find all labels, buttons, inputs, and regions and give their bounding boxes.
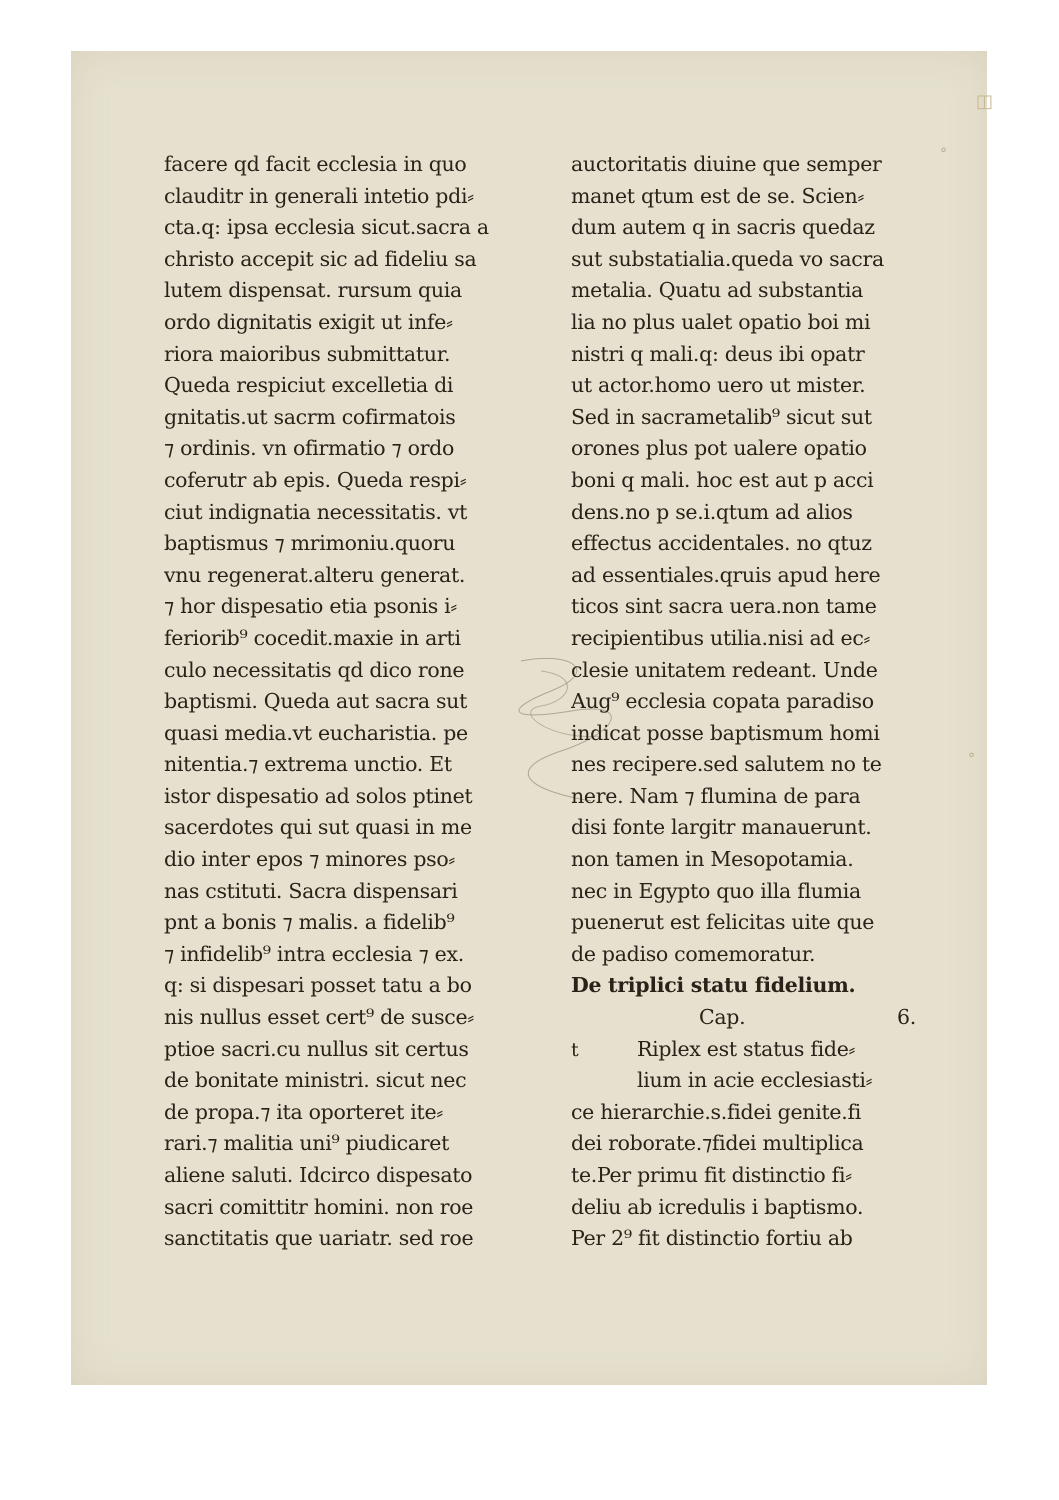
text-line: ptioe sacri.cu nullus sit certus: [164, 1036, 469, 1061]
text-line: dum autem q in sacris quedaz: [571, 215, 875, 240]
text-line: Aug⁹ ecclesia copata paradiso: [571, 689, 874, 714]
text-line: gnitatis.ut sacrm cofirmatois: [164, 404, 456, 429]
text-line: dens.no p se.i.qtum ad alios: [571, 499, 853, 524]
text-line: istor dispesatio ad solos ptinet: [164, 783, 473, 808]
text-line: nere. Nam ⁊ flumina de para: [571, 783, 861, 808]
text-line: pnt a bonis ⁊ malis. a fidelib⁹: [164, 910, 455, 935]
text-line: orones plus pot ualere opatio: [571, 436, 867, 461]
text-line: ticos sint sacra uera.non tame: [571, 594, 877, 619]
guide-letter: t: [571, 1038, 579, 1061]
text-line: auctoritatis diuine que semper: [571, 152, 882, 176]
text-line: rari.⁊ malitia uni⁹ piudicaret: [164, 1131, 450, 1156]
text-line: riora maioribus submittatur.: [164, 341, 451, 366]
margin-dot-right: °: [968, 751, 975, 767]
text-line: te.Per primu fit distinctio fi⸗: [571, 1163, 852, 1187]
text-line: vnu regenerat.alteru generat.: [164, 562, 466, 587]
text-line: Sed in sacrametalib⁹ sicut sut: [571, 404, 872, 429]
text-line: nec in Egypto quo illa flumia: [571, 878, 861, 903]
text-line: christo accepit sic ad fideliu sa: [164, 246, 477, 271]
text-line: puenerut est felicitas uite que: [571, 910, 875, 935]
text-line: culo necessitatis qd dico rone: [164, 657, 465, 682]
text-line: effectus accidentales. no qtuz: [571, 531, 872, 556]
text-line: ordo dignitatis exigit ut infe⸗: [164, 309, 453, 334]
text-line: dio inter epos ⁊ minores pso⸗: [164, 847, 455, 872]
chapter-number: 6.: [897, 1005, 916, 1030]
chapter-first-line-text: Riplex est status fide⸗: [637, 1036, 856, 1061]
text-line: baptismus ⁊ mrimoniu.quoru: [164, 531, 456, 556]
chapter-first-line: [571, 1034, 916, 1066]
text-line: non tamen in Mesopotamia.: [571, 847, 854, 872]
text-line: Per 2⁹ fit distinctio fortiu ab: [571, 1226, 853, 1251]
text-line: indicat posse baptismum homi: [571, 720, 880, 745]
text-line: boni q mali. hoc est aut p acci: [571, 467, 874, 492]
text-line: ⁊ ordinis. vn ofirmatio ⁊ ordo: [164, 436, 455, 461]
text-line: feriorib⁹ cocedit.maxie in arti: [164, 625, 461, 650]
text-line: cta.q: ipsa ecclesia sicut.sacra a: [164, 215, 489, 240]
text-line: ce hierarchie.s.fidei genite.fi: [571, 1099, 861, 1124]
right-column-text-bottom: [571, 1097, 916, 1255]
text-line: ⁊ hor dispesatio etia psonis i⸗: [164, 594, 457, 619]
chapter-second-line: lium in acie ecclesiasti⸗: [637, 1068, 873, 1093]
text-line: nis nullus esset cert⁹ de susce⸗: [164, 1005, 474, 1030]
text-line: manet qtum est de se. Scien⸗: [571, 183, 864, 208]
text-line: ut actor.homo uero ut mister.: [571, 373, 866, 398]
text-line: facere qd facit ecclesia in quo: [164, 152, 467, 176]
text-line: de padiso comemoratur.: [571, 941, 816, 966]
text-line: quasi media.vt eucharistia. pe: [164, 720, 468, 745]
text-line: coferutr ab epis. Queda respi⸗: [164, 467, 467, 492]
text-line: deliu ab icredulis i baptismo.: [571, 1194, 864, 1219]
left-column: [164, 149, 509, 1255]
text-line: lutem dispensat. rursum quia: [164, 278, 462, 303]
text-line: sanctitatis que uariatr. sed roe: [164, 1226, 474, 1251]
chapter-heading: De triplici statu fidelium.: [571, 973, 856, 998]
text-line: clauditr in generali intetio pdi⸗: [164, 183, 474, 208]
text-line: nes recipere.sed salutem no te: [571, 752, 882, 777]
book-page: [71, 51, 993, 1385]
text-line: nas cstituti. Sacra dispensari: [164, 878, 458, 903]
right-column-text-top: [571, 149, 916, 970]
text-line: metalia. Quatu ad substantia: [571, 278, 864, 303]
text-line: dei roborate.⁊fidei multiplica: [571, 1131, 864, 1156]
text-line: q: si dispesari posset tatu a bo: [164, 973, 472, 998]
text-line: clesie unitatem redeant. Unde: [571, 657, 878, 682]
text-line: disi fonte largitr manauerunt.: [571, 815, 872, 840]
chapter-label-line: [571, 1002, 916, 1034]
text-line: nitentia.⁊ extrema unctio. Et: [164, 752, 452, 777]
right-column: [571, 149, 916, 1255]
text-line: ciut indignatia necessitatis. vt: [164, 499, 468, 524]
text-line: ⁊ infidelib⁹ intra ecclesia ⁊ ex.: [164, 941, 464, 966]
margin-mark-top-right: ◫: [975, 91, 993, 112]
text-line: sut substatialia.queda vo sacra: [571, 246, 884, 271]
text-line: lia no plus ualet opatio boi mi: [571, 309, 871, 334]
text-line: recipientibus utilia.nisi ad ec⸗: [571, 625, 871, 650]
text-line: baptismi. Queda aut sacra sut: [164, 689, 468, 714]
text-line: nistri q mali.q: deus ibi opatr: [571, 341, 865, 366]
chapter-label: Cap.: [699, 1005, 746, 1030]
text-line: sacerdotes qui sut quasi in me: [164, 815, 472, 840]
text-line: de propa.⁊ ita oporteret ite⸗: [164, 1099, 443, 1124]
text-line: Queda respiciut excelletia di: [164, 373, 454, 398]
text-line: de bonitate ministri. sicut nec: [164, 1068, 467, 1093]
text-line: ad essentiales.qruis apud here: [571, 562, 881, 587]
text-line: aliene saluti. Idcirco dispesato: [164, 1163, 473, 1187]
margin-dot-top: °: [940, 146, 947, 162]
text-line: sacri comittitr homini. non roe: [164, 1194, 474, 1219]
